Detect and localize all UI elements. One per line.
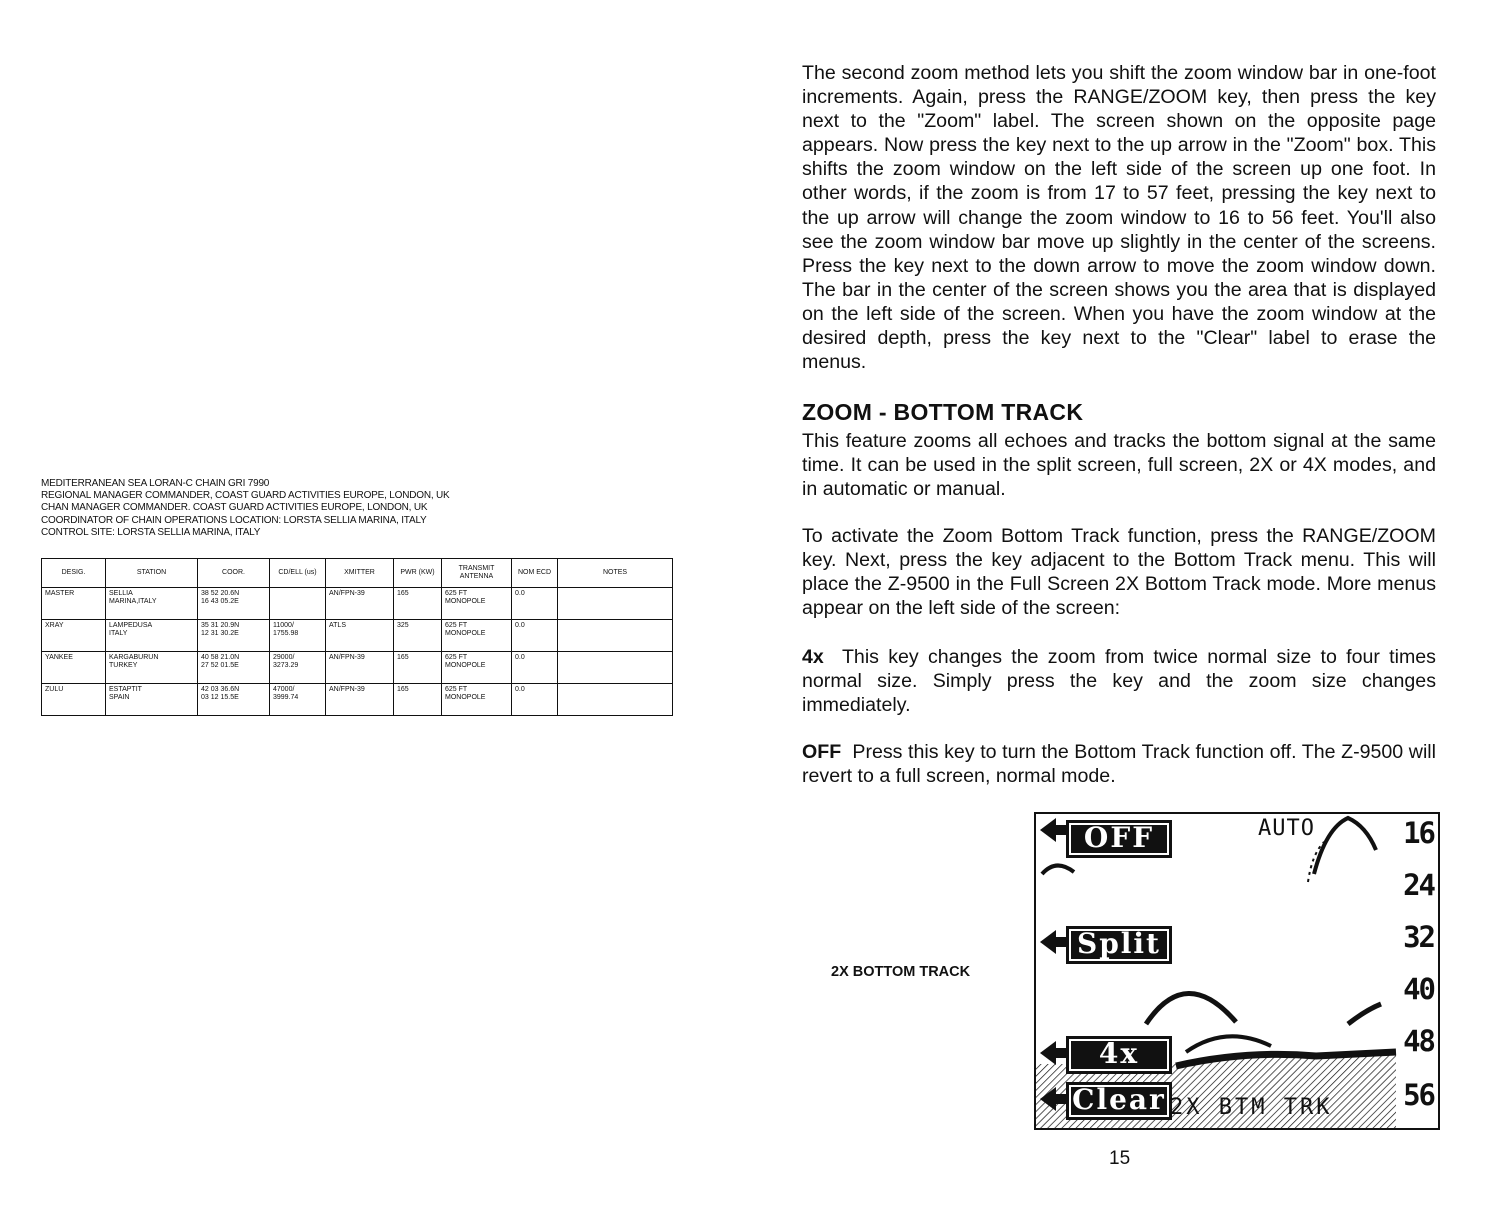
cell-notes (558, 588, 673, 620)
station-name: LAMPEDUSA (109, 622, 153, 629)
key-4x-label: 4x (802, 646, 824, 668)
col-pwr: PWR (KW) (394, 559, 442, 588)
latitude: 40 58 21.0N (201, 654, 240, 661)
cell-xmitter: AN/FPN-39 (326, 588, 394, 620)
cell-pwr: 325 (394, 620, 442, 652)
cell-coor (198, 620, 270, 652)
station-country: ITALY (109, 630, 128, 637)
station-country: SPAIN (109, 694, 130, 701)
station-country: MARINA,ITALY (109, 598, 157, 605)
baseline-length: 3999.74 (273, 694, 299, 701)
cell-pwr: 165 (394, 588, 442, 620)
cell-xmitter: ATLS (326, 620, 394, 652)
cell-antenna (442, 684, 512, 716)
cell-desig: YANKEE (42, 652, 106, 684)
latitude: 42 03 36.6N (201, 686, 240, 693)
table-header-row (42, 559, 673, 588)
header-line: COORDINATOR OF CHAIN OPERATIONS LOCATION: LORSTA SELLIA MARINA, ITALY (41, 514, 427, 526)
antenna-type: MONOPOLE (445, 598, 486, 605)
cell-antenna (442, 620, 512, 652)
cell-ecd: 0.0 (512, 684, 558, 716)
cell-desig: XRAY (42, 620, 106, 652)
cell-cd (270, 652, 326, 684)
mode-status-label: 2X BTM TRK (1170, 1095, 1333, 1120)
cell-coor (198, 652, 270, 684)
station-name: KARGABURUN (109, 654, 159, 661)
cell-pwr: 165 (394, 684, 442, 716)
fish-arch (1146, 993, 1236, 1024)
table-row (42, 588, 673, 620)
depth-label: 48 (1403, 1024, 1434, 1058)
cell-desig: ZULU (42, 684, 106, 716)
station-name: ESTAPTIT (109, 686, 142, 693)
cell-notes (558, 684, 673, 716)
cell-station (106, 620, 198, 652)
surface-clutter (1314, 818, 1376, 874)
longitude: 03 12 15.5E (201, 694, 239, 701)
key-4x-description (802, 645, 1436, 717)
fish-arch (1042, 865, 1074, 874)
auto-mode-label: AUTO (1258, 816, 1315, 841)
cell-pwr: 165 (394, 652, 442, 684)
latitude: 38 52 20.6N (201, 590, 240, 597)
intro-paragraph: The second zoom method lets you shift the zoom window bar in one-foot increments. Again, press the RANGE/ZOOM key, then press the key next to the "Zoom" label. The screen shown on the opposite page appears. Now press the key next to the up arrow in the "Zoom" box. This shifts the zoom window on the left side of the screen up one foot. In other words, if the zoom is from 17 to 57 feet, pressing the key next to the up arrow will change the zoom window to 16 to 56 feet. You'll also see the zoom window bar move up slightly in the center of the screens. Press the key next to the down arrow to move the zoom window down. The bar in the center of the screen shows you the area that is displayed on the left side of the screen. When you have the zoom window at the desired depth, press the key next to the "Clear" label to erase the menus. (802, 62, 1436, 374)
cell-cd (270, 620, 326, 652)
cell-antenna (442, 588, 512, 620)
coding-delay: 11000/ (273, 622, 294, 629)
key-off-text: Press this key to turn the Bottom Track function off. The Z-9500 will revert to a full screen, normal mode. (802, 741, 1436, 788)
latitude: 35 31 20.9N (201, 622, 240, 629)
col-ecd: NOM ECD (512, 559, 558, 588)
cell-desig: MASTER (42, 588, 106, 620)
col-desig: DESIG. (42, 559, 106, 588)
table-row (42, 684, 673, 716)
intro-section (802, 61, 1436, 374)
depth-label: 24 (1403, 868, 1434, 902)
longitude: 27 52 01.5E (201, 662, 239, 669)
col-notes: NOTES (558, 559, 673, 588)
col-cd-ell: CD/ELL (us) (270, 559, 326, 588)
key-off-description (802, 740, 1436, 788)
key-4x-text: This key changes the zoom from twice normal size to four times normal size. Simply press the key and the zoom size changes immediately. (802, 646, 1436, 717)
antenna-height: 625 FT (445, 654, 468, 661)
antenna-height: 625 FT (445, 622, 468, 629)
cell-station (106, 652, 198, 684)
clear-button[interactable]: Clear (1066, 1082, 1172, 1120)
coding-delay: 47000/ (273, 686, 295, 693)
header-line: MEDITERRANEAN SEA LORAN-C CHAIN GRI 7990 (41, 478, 270, 489)
sonar-screen-figure (1034, 812, 1440, 1130)
cell-xmitter: AN/FPN-39 (326, 684, 394, 716)
cell-ecd: 0.0 (512, 588, 558, 620)
header-line: CHAN MANAGER COMMANDER. COAST GUARD ACTIVITIES EUROPE, LONDON, UK (41, 502, 428, 514)
antenna-type: MONOPOLE (445, 694, 486, 701)
cell-ecd: 0.0 (512, 620, 558, 652)
cell-coor (198, 684, 270, 716)
table-row (42, 620, 673, 652)
col-coor: COOR. (198, 559, 270, 588)
baseline-length: 3273.29 (273, 662, 299, 669)
section-paragraph: To activate the Zoom Bottom Track function, press the RANGE/ZOOM key. Next, press the key adjacent to the Bottom Track menu. This will place the Z-9500 in the Full Screen 2X Bottom Track mode. More menus appear on the left side of the screen: (802, 525, 1436, 620)
depth-label: 16 (1403, 816, 1434, 850)
cell-xmitter: AN/FPN-39 (326, 652, 394, 684)
section-paragraph: This feature zooms all echoes and tracks the bottom signal at the same time. It can be used in the split screen, full screen, 2X or 4X modes, and in automatic or manual. (802, 430, 1436, 501)
depth-label: 32 (1403, 920, 1434, 954)
longitude: 12 31 30.2E (201, 630, 239, 637)
cell-notes (558, 652, 673, 684)
station-country: TURKEY (109, 662, 138, 669)
cell-station (106, 684, 198, 716)
fish-arch (1348, 1004, 1381, 1024)
coding-delay: 29000/ (273, 654, 295, 661)
col-xmitter: XMITTER (326, 559, 394, 588)
cell-coor (198, 588, 270, 620)
antenna-type: MONOPOLE (445, 662, 486, 669)
header-line: CONTROL SITE: LORSTA SELLIA MARINA, ITALY (41, 526, 261, 538)
antenna-type: MONOPOLE (445, 630, 486, 637)
cell-notes (558, 620, 673, 652)
sonar-echo-graphics (1036, 814, 1438, 1128)
loran-station-table (41, 558, 673, 716)
station-name: SELLIA (109, 590, 133, 597)
section-title: ZOOM - BOTTOM TRACK (802, 399, 1084, 425)
header-line: REGIONAL MANAGER COMMANDER, COAST GUARD ACTIVITIES EUROPE, LONDON, UK (41, 490, 450, 502)
cell-station (106, 588, 198, 620)
cell-ecd: 0.0 (512, 652, 558, 684)
col-antenna: TRANSMIT ANTENNA (442, 559, 512, 588)
page-number: 15 (1109, 1148, 1131, 1169)
depth-label: 40 (1403, 972, 1434, 1006)
4x-button[interactable]: 4x (1066, 1036, 1172, 1074)
split-button[interactable]: Split (1066, 926, 1172, 964)
depth-label: 56 (1403, 1078, 1434, 1112)
cell-antenna (442, 652, 512, 684)
section-body-1 (802, 429, 1436, 501)
loran-chain-header (41, 478, 661, 539)
section-body-2 (802, 524, 1436, 620)
col-station: STATION (106, 559, 198, 588)
antenna-height: 625 FT (445, 590, 468, 597)
table-row (42, 652, 673, 684)
longitude: 16 43 05.2E (201, 598, 239, 605)
key-off-label: OFF (802, 741, 842, 763)
figure-caption: 2X BOTTOM TRACK (831, 964, 971, 980)
fish-arch (1186, 1036, 1271, 1052)
off-button[interactable]: OFF (1066, 820, 1172, 858)
cell-cd (270, 684, 326, 716)
baseline-length: 1755.98 (273, 630, 299, 637)
cell-cd (270, 588, 326, 620)
antenna-height: 625 FT (445, 686, 468, 693)
